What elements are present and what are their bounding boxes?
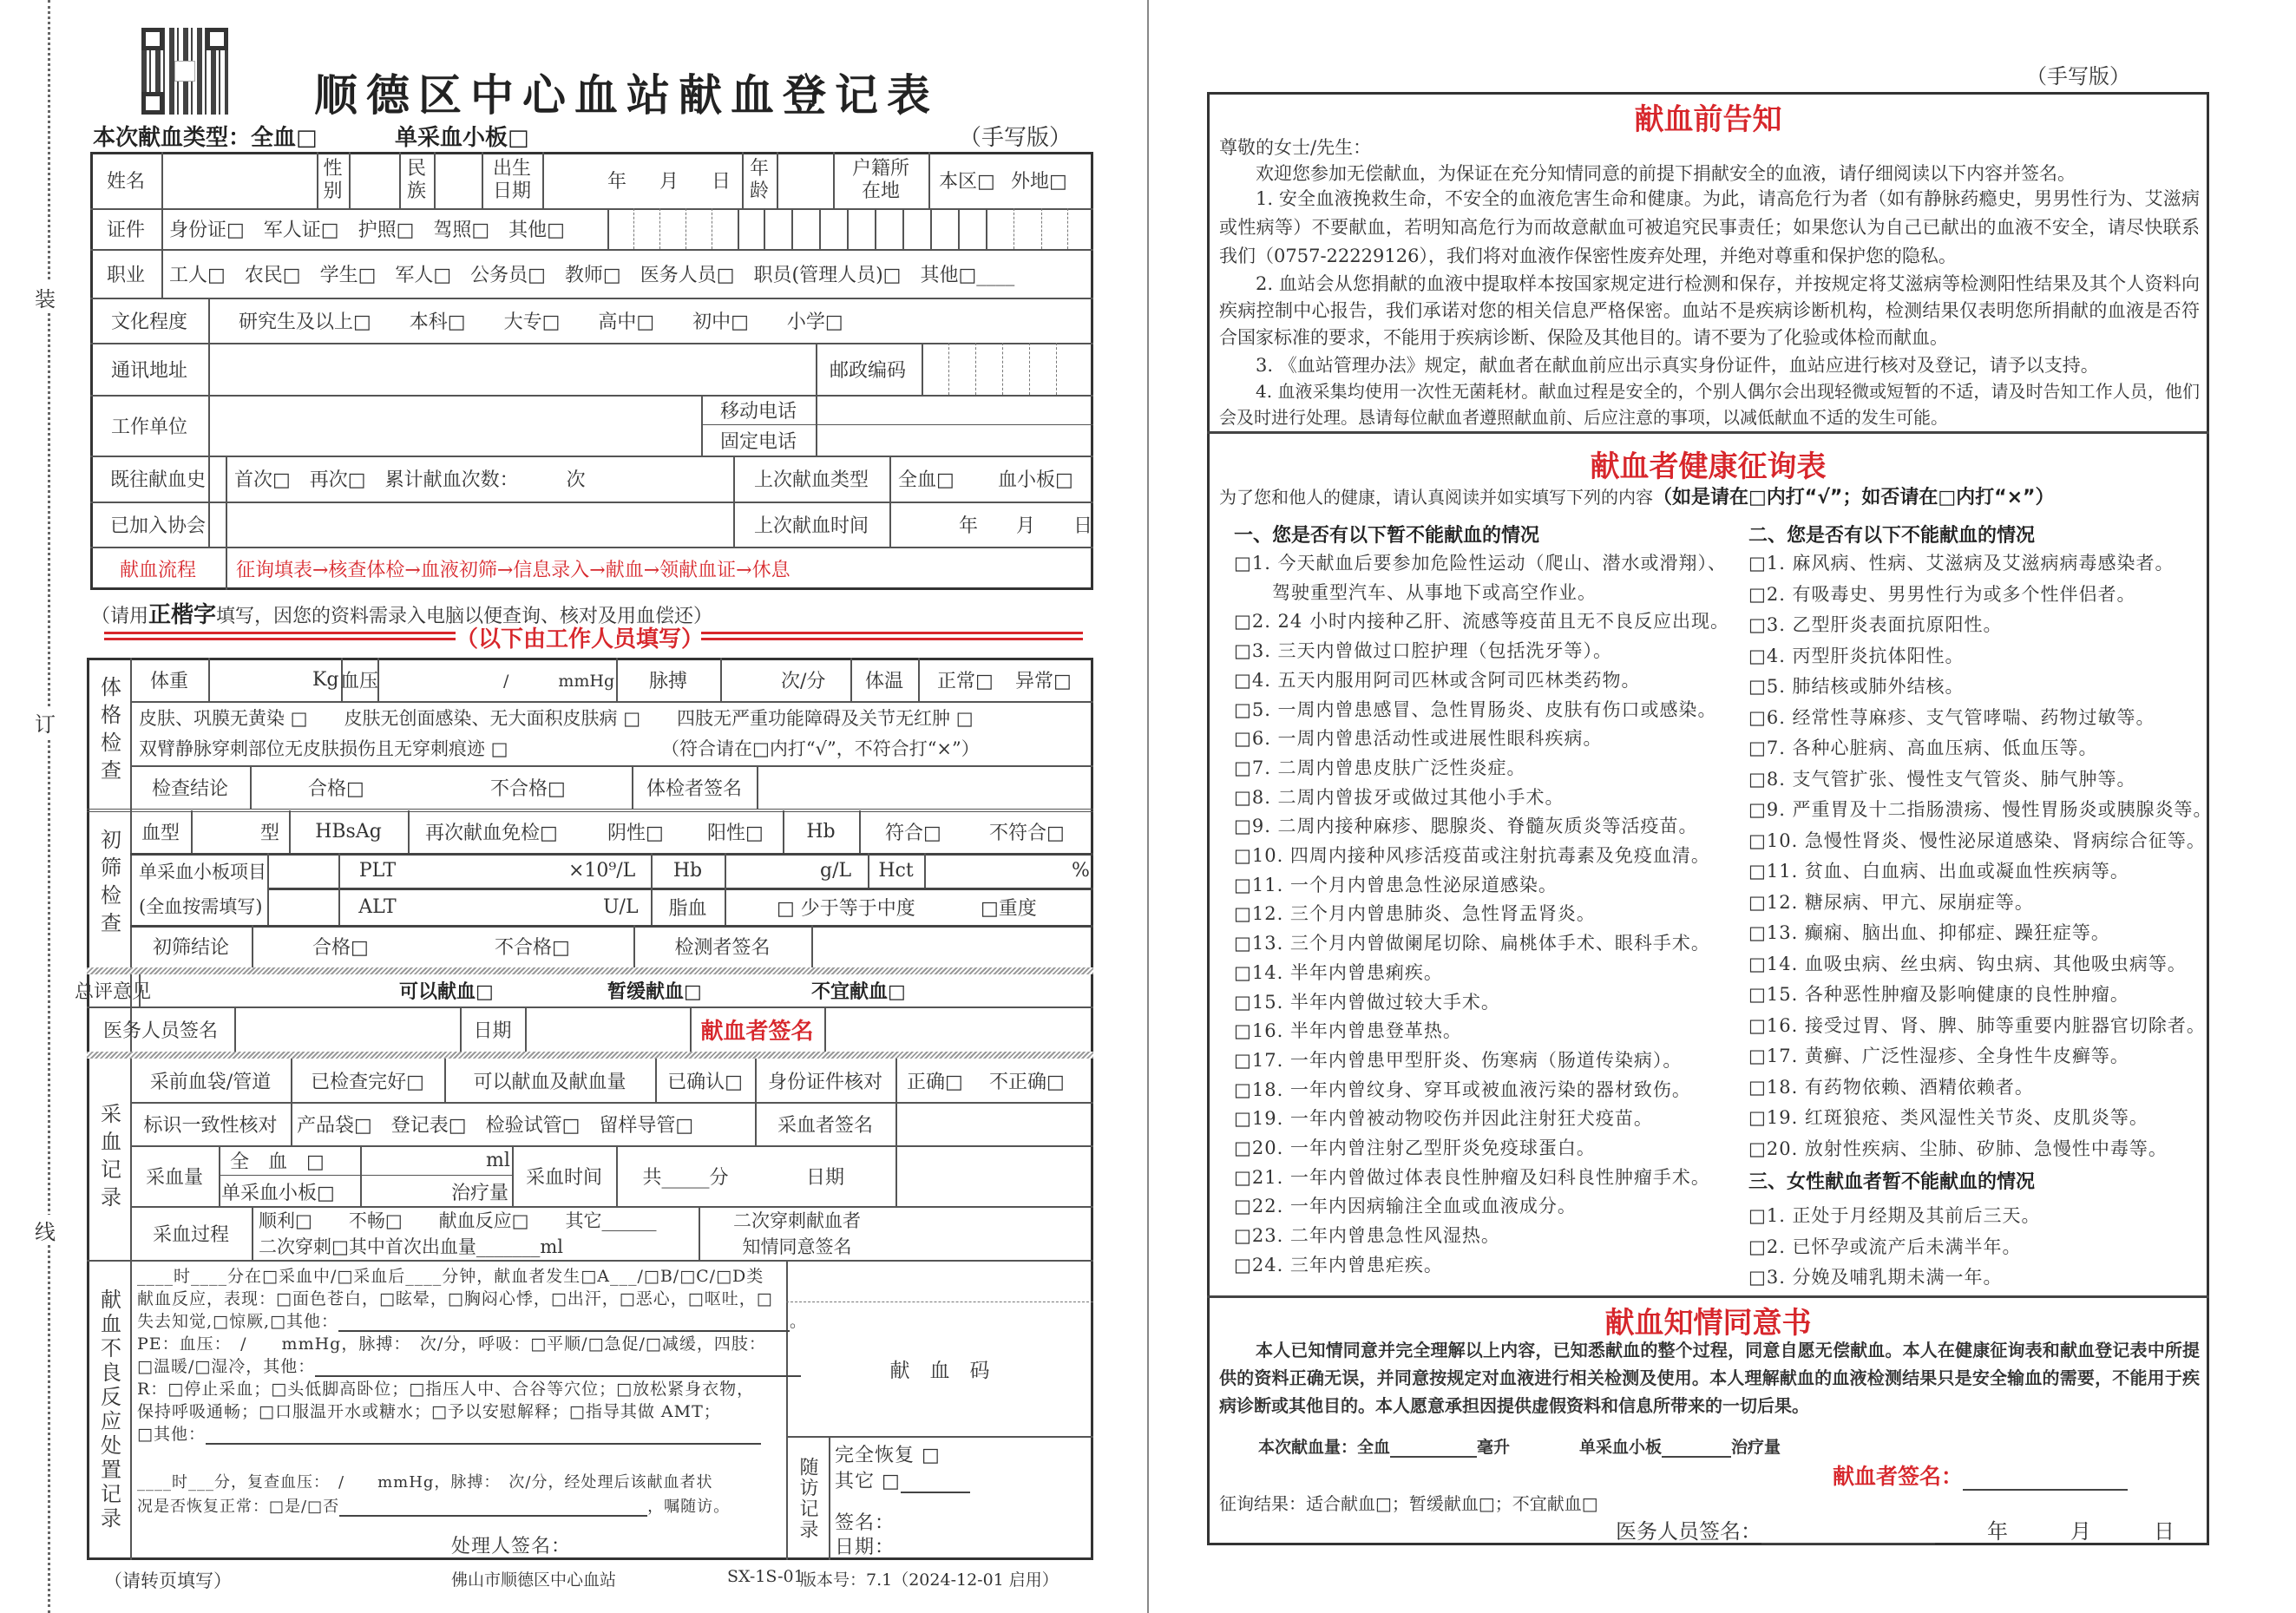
questionnaire-title: 献血者健康征询表 xyxy=(1590,449,1827,484)
hatch-divider xyxy=(87,967,1093,974)
form-title: 顺德区中心血站献血登记表 xyxy=(314,69,939,121)
label-name: 姓名 xyxy=(106,171,145,193)
checkbox-bag-checked[interactable]: 已检查完好□ xyxy=(311,1071,424,1093)
history-options[interactable]: 首次□ 再次□ 累计献血次数： 次 xyxy=(234,469,586,491)
consent-result[interactable]: 征询结果：适合献血□；暂缓献血□；不宜献血□ xyxy=(1219,1493,1598,1514)
questionnaire-item[interactable]: □8. 二周内曾拔牙或做过其他小手术。 xyxy=(1234,786,1565,808)
questionnaire-item[interactable]: □8. 支气管扩张、慢性支气管炎、肺气肿等。 xyxy=(1748,768,2136,790)
reaction-line[interactable]: 失去知觉,□惊厥,□其他： 。 xyxy=(137,1312,807,1331)
bp-unit[interactable]: / mmHg xyxy=(503,671,615,691)
label-id-verify: 身份证件核对 xyxy=(767,1071,882,1093)
label-education: 文化程度 xyxy=(110,311,187,333)
questionnaire-item[interactable]: □24. 三年内曾患疟疾。 xyxy=(1234,1254,1443,1275)
questionnaire-item[interactable]: □16. 接受过胃、肾、脾、肺等重要内脏器官切除者。 xyxy=(1748,1014,2206,1036)
checkbox-temp-normal[interactable]: 正常□ xyxy=(937,670,994,692)
label-hbsag: HBsAg xyxy=(315,821,382,843)
followup-date[interactable]: 日期： xyxy=(835,1537,895,1558)
notice-paragraph-2: 2. 血站会从您捐献的血液中提取样本按国家规定进行检测和保存，并按规定将艾滋病等检测阳性结果及其个人资料向疾病控制中心报告，我们承诺对您的相关信息严格保密。血站不是疾病诊断机构，检测结果仅表明您所捐献的血液是否符合国家标准的要求，不能用于疾病诊断、保险及其他目的。请不要为了化验或体检而献血。 xyxy=(1219,273,2200,348)
recheck-line-2[interactable]: 况是否恢复正常：□是/□否 ，嘱随访。 xyxy=(137,1498,731,1516)
questionnaire-item[interactable]: □5. 肺结核或肺外结核。 xyxy=(1748,676,1965,697)
physical-check-note: （符合请在□内打“√”，不符合打“×”） xyxy=(661,738,980,759)
questionnaire-intro: 为了您和他人的健康，请认真阅读并如实填写下列的内容（如是请在□内打“√”；如否请在□内打“×”） xyxy=(1219,487,2055,508)
questionnaire-item[interactable]: □14. 半年内曾患痢疾。 xyxy=(1234,961,1443,983)
physical-checks-2[interactable]: 双臂静脉穿刺部位无皮肤损伤且无穿刺痕迹 □ xyxy=(139,738,508,759)
questionnaire-item[interactable]: □4. 丙型肝炎抗体阳性。 xyxy=(1748,645,1965,666)
education-options[interactable]: 研究生及以上□ 本科□ 大专□ 高中□ 初中□ 小学□ xyxy=(239,311,843,333)
label-gender: 性别 xyxy=(323,157,343,202)
questionnaire-item[interactable]: □6. 经常性荨麻疹、支气管哮喘、药物过敏等。 xyxy=(1748,706,2155,728)
second-puncture[interactable]: 二次穿刺□其中首次出血量_______ml xyxy=(259,1236,563,1257)
consent-title: 献血知情同意书 xyxy=(1604,1306,1812,1341)
questionnaire-item[interactable]: □3. 三天内曾做过口腔护理（包括洗牙等）。 xyxy=(1234,640,1613,662)
label-tester-sign: 检测者签名 xyxy=(674,937,771,959)
label-hct: Hct xyxy=(878,859,914,882)
checkbox-exam-pass[interactable]: 合格□ xyxy=(308,777,364,800)
label-mobile: 移动电话 xyxy=(719,400,797,423)
volume-ml-unit[interactable]: ml xyxy=(486,1149,510,1171)
qr-code xyxy=(141,28,228,115)
alt-unit[interactable]: U/L xyxy=(603,895,639,918)
sign-date-input[interactable] xyxy=(527,1008,688,1050)
questionnaire-item[interactable]: □3. 乙型肝炎表面抗原阳性。 xyxy=(1748,614,2003,635)
questionnaire-item[interactable]: □10. 四周内接种风疹活疫苗或注射抗毒素及免疫血清。 xyxy=(1234,845,1710,866)
label-collect-time: 采血时间 xyxy=(525,1166,602,1189)
questionnaire-item[interactable]: □17. 黄癣、广泛性湿疹、全身性牛皮癣等。 xyxy=(1748,1046,2129,1066)
label-last-time: 上次献血时间 xyxy=(753,515,869,537)
checkbox-lipid-mild[interactable]: □ 少于等于中度 xyxy=(777,897,915,920)
questionnaire-item[interactable]: □6. 一周内曾患活动性或进展性眼科疾病。 xyxy=(1234,728,1603,750)
medical-sign-input[interactable] xyxy=(236,1008,458,1050)
plt-unit[interactable]: ×10⁹/L xyxy=(568,859,636,882)
weight-input[interactable] xyxy=(210,659,307,699)
questionnaire-item[interactable]: □1. 麻风病、性病、艾滋病及艾滋病病毒感染者。 xyxy=(1748,553,2175,574)
checkbox-negative[interactable]: 阴性□ xyxy=(607,823,664,844)
notice-paragraph-4: 4. 血液采集均使用一次性无菌耗材。献血过程是安全的，个别人偶尔会出现轻微或短暂的不适，请及时告知工作人员，他们会及时进行处理。恳请每位献血者遵照献血前、后应注意的事项，以减低献血不适的发生可能。 xyxy=(1219,381,2200,428)
questionnaire-item[interactable]: □21. 一年内曾做过体表良性肿瘤及妇科良性肿瘤手术。 xyxy=(1234,1166,1710,1188)
checkbox-volume-platelet[interactable]: 单采血小板□ xyxy=(221,1182,335,1204)
followup-sign[interactable]: 签名： xyxy=(835,1512,895,1534)
questionnaire-item[interactable]: □19. 一年内曾被动物咬伤并因此注射狂犬疫苗。 xyxy=(1234,1108,1653,1130)
questionnaire-item[interactable]: □18. 有药物依赖、酒精依赖者。 xyxy=(1748,1076,2034,1098)
donation-type-whole[interactable]: 本次献血类型：全血□ xyxy=(93,125,318,151)
label-second-consent-1: 二次穿刺献血者 xyxy=(733,1210,861,1231)
label-collect-date: 日期 xyxy=(805,1166,844,1189)
label-ethnic: 民族 xyxy=(406,157,426,202)
reaction-line[interactable]: PE：血压： / mmHg，脉搏： 次/分，呼吸：□平顺/□急促/□减缓，四肢： xyxy=(137,1334,766,1354)
reaction-line[interactable]: □其他： xyxy=(137,1421,761,1445)
donation-type-platelet[interactable]: 单采血小板□ xyxy=(395,125,529,151)
questionnaire-item[interactable]: □22. 一年内因病输注全血或血液成分。 xyxy=(1234,1196,1577,1217)
page-divider xyxy=(1147,0,1149,1613)
checkbox-cannot-donate[interactable]: 不宜献血□ xyxy=(811,981,906,1003)
label-donor-sign: 献血者签名 xyxy=(700,1018,814,1045)
questionnaire-item[interactable]: □2. 有吸毒史、男男性行为或多个性伴侣者。 xyxy=(1748,583,2136,605)
physical-checks-1[interactable]: 皮肤、巩膜无黄染 □ 皮肤无创面感染、无大面积皮肤病 □ 四肢无严重功能障碍及关节无红肿 □ xyxy=(139,708,974,729)
label-hb: Hb xyxy=(806,821,836,843)
association-input[interactable] xyxy=(227,503,731,545)
label-second-consent-2: 知情同意签名 xyxy=(742,1236,852,1257)
label-ident-check: 标识一致性核对 xyxy=(143,1114,278,1137)
questionnaire-item[interactable]: □14. 血吸虫病、丝虫病、钩虫病、其他吸虫病等。 xyxy=(1748,953,2187,974)
questionnaire-item[interactable]: □11. 一个月内曾患急性泌尿道感染。 xyxy=(1234,874,1558,895)
checkbox-id-incorrect[interactable]: 不正确□ xyxy=(989,1071,1065,1093)
checkbox-screen-pass[interactable]: 合格□ xyxy=(312,937,369,959)
checkbox-last-whole[interactable]: 全血□ xyxy=(898,469,954,491)
consent-staff-sign[interactable]: 医务人员签名： 年 月 日 xyxy=(1616,1519,2175,1544)
label-flow: 献血流程 xyxy=(119,559,196,581)
label-birth: 出生日期 xyxy=(492,157,531,202)
weight-unit: Kg xyxy=(312,668,339,691)
questionnaire-item[interactable]: □1. 正处于月经期及其前后三天。 xyxy=(1748,1205,2041,1226)
handler-sign[interactable]: 处理人签名： xyxy=(451,1536,572,1557)
label-volume: 采血量 xyxy=(145,1166,203,1189)
address-input[interactable] xyxy=(210,345,731,393)
checkbox-hb-nok[interactable]: 不符合□ xyxy=(989,823,1065,844)
gender-input[interactable] xyxy=(351,154,397,207)
birth-day-label: 日 xyxy=(712,171,731,193)
job-options[interactable]: 工人□ 农民□ 学生□ 军人□ 公务员□ 教师□ 医务人员□ 职员(管理人员)□ 其他□____ xyxy=(169,264,1015,286)
phone-input[interactable] xyxy=(817,426,1091,454)
divider-right xyxy=(701,632,1083,640)
consent-donor-sign[interactable]: 献血者签名： xyxy=(1833,1459,2128,1491)
last-time-ymd[interactable]: 年 月 日 xyxy=(959,515,1093,537)
label-hb2: Hb xyxy=(672,859,703,882)
binding-mark: 订 xyxy=(35,707,56,738)
questionnaire-item[interactable]: □7. 二周内曾患皮肤广泛性炎症。 xyxy=(1234,757,1526,778)
label-job: 职业 xyxy=(106,264,145,286)
process-options[interactable]: 顺利□ 不畅□ 献血反应□ 其它______ xyxy=(259,1210,657,1231)
hatch-divider xyxy=(87,1052,1093,1059)
right-edition-label: （手写版） xyxy=(2026,64,2130,89)
second-consent-sign-input[interactable] xyxy=(897,1208,1089,1258)
ethnic-input[interactable] xyxy=(436,154,480,207)
section-followup: 随访记录 xyxy=(797,1456,818,1540)
questionnaire-item[interactable]: □15. 各种恶性肿瘤及影响健康的良性肿瘤。 xyxy=(1748,984,2129,1005)
label-sign-date: 日期 xyxy=(473,1020,512,1042)
label-alt: ALT xyxy=(358,895,397,918)
divider-left xyxy=(104,632,456,640)
birth-year-label: 年 xyxy=(607,171,627,193)
label-workplace: 工作单位 xyxy=(110,416,187,438)
handwriting-note: （请用正楷字填写，因您的资料需录入电脑以便查询、核对及用血偿还） xyxy=(91,602,713,628)
notice-paragraph-1: 1. 安全血液挽救生命，不安全的血液危害生命和健康。为此，请高危行为者（如有静脉药瘾史，男男性行为、艾滋病或性病等）不要献血，若明知高危行为而故意献血可被追究民事责任；如果您认为自己已献出的血液不安全，请尽快联系我们（0757-22229126），我们将对血液作保密性废弃处理，并绝对尊重和保护您的隐私。 xyxy=(1219,188,2200,266)
recheck-line-1[interactable]: ____时___分，复查血压： / mmHg，脉搏： 次/分，经处理后该献血者状 xyxy=(137,1473,713,1492)
collect-date-input[interactable] xyxy=(897,1147,1089,1204)
questionnaire-item[interactable]: □15. 半年内曾做过较大手术。 xyxy=(1234,991,1500,1013)
label-address: 通讯地址 xyxy=(110,359,187,382)
section-1-title: 一、您是否有以下暂不能献血的情况 xyxy=(1234,525,1540,547)
reaction-line[interactable]: 保持呼吸通畅；□口服温开水或糖水；□予以安慰解释；□指导其做 AMT； xyxy=(137,1402,721,1421)
workplace-input[interactable] xyxy=(210,397,696,454)
questionnaire-item[interactable]: □4. 五天内服用阿司匹林或含阿司匹林类药物。 xyxy=(1234,669,1641,691)
checkbox-confirmed[interactable]: 已确认□ xyxy=(667,1071,743,1093)
pulse-unit[interactable]: 次/分 xyxy=(781,670,826,692)
label-overall: 总评意见 xyxy=(75,981,152,1003)
checkbox-followup-other[interactable]: 其它 □ xyxy=(835,1466,970,1493)
hb-unit[interactable]: g/L xyxy=(820,859,852,882)
flow-steps: 征询填表→核查体检→血液初筛→信息录入→献血→领献血证→休息 xyxy=(236,559,790,581)
consent-text: 本人已知情同意并完全理解以上内容，已知悉献血的整个过程，同意自愿无偿献血。本人在健康征询表和献血登记表中所提供的资料正确无误，并同意按规定对血液进行相关检测及使用。本人理解献血的血液检测结果只是安全输血的需要，不能用于疾病诊断或其他目的。本人愿意承担因提供虚假资料和信息所带来的一切后果。 xyxy=(1219,1340,2200,1416)
questionnaire-item[interactable]: □5. 一周内曾患感冒、急性胃肠炎、皮肤有伤口或感染。 xyxy=(1234,698,1717,720)
questionnaire-item[interactable]: □16. 半年内曾患登革热。 xyxy=(1234,1020,1462,1042)
examiner-sign-input[interactable] xyxy=(758,767,1088,807)
id-type-options[interactable]: 身份证□ 军人证□ 护照□ 驾照□ 其他□ xyxy=(169,220,565,241)
footer-code: SX-1S-01 xyxy=(727,1567,804,1586)
checkbox-defer-donate[interactable]: 暂缓献血□ xyxy=(607,981,702,1003)
label-can-volume: 可以献血及献血量 xyxy=(473,1071,626,1093)
label-household: 户籍所在地 xyxy=(851,157,909,202)
questionnaire-item[interactable]: □12. 三个月内曾患肺炎、急性肾盂肾炎。 xyxy=(1234,903,1596,925)
reaction-line[interactable]: ____时____分在□采血中/□采血后____分钟，献血者发生□A___/□B/□C/□D类 xyxy=(137,1267,764,1286)
binding-line xyxy=(48,0,50,1613)
label-platelet-items: 单采血小板项目 xyxy=(139,862,266,882)
mobile-input[interactable] xyxy=(817,396,1091,423)
questionnaire-item[interactable]: □20. 放射性疾病、尘肺、矽肺、急慢性中毒等。 xyxy=(1748,1138,2168,1159)
section-2-title: 二、您是否有以下不能献血的情况 xyxy=(1748,525,2036,547)
label-temp: 体温 xyxy=(864,670,903,692)
section-screening: 初筛检查 xyxy=(96,829,121,940)
questionnaire-item[interactable]: □13. 癫痫、脑出血、抑郁症、躁狂症等。 xyxy=(1748,922,2110,943)
questionnaire-item[interactable]: □11. 贫血、白血病、出血或凝血性疾病等。 xyxy=(1748,861,2129,882)
checkbox-recovered[interactable]: 完全恢复 □ xyxy=(835,1445,941,1466)
checkbox-screen-fail[interactable]: 不合格□ xyxy=(495,937,570,959)
edition-label: （手写版） xyxy=(959,125,1073,151)
label-platelet-note: (全血按需填写) xyxy=(139,896,263,917)
footer-org: 佛山市顺德区中心血站 xyxy=(451,1570,617,1590)
binding-mark: 装 xyxy=(35,282,56,312)
consent-volume[interactable]: 本次献血量：全血 毫升 单采血小板 治疗量 xyxy=(1258,1438,1781,1457)
collector-sign-input[interactable] xyxy=(897,1104,1089,1144)
section-3-title: 三、女性献血者暂不能献血的情况 xyxy=(1748,1171,2036,1193)
reaction-line[interactable]: □温暖/□湿冷，其他： xyxy=(137,1354,801,1377)
notice-greeting: 尊敬的女士/先生： xyxy=(1219,137,1372,158)
questionnaire-item[interactable]: □23. 二年内曾患急性风湿热。 xyxy=(1234,1225,1500,1247)
checkbox-can-donate[interactable]: 可以献血□ xyxy=(399,981,494,1003)
questionnaire-item[interactable]: □3. 分娩及哺乳期未满一年。 xyxy=(1748,1267,2003,1288)
ident-options[interactable]: 产品袋□ 登记表□ 检验试管□ 留样导管□ xyxy=(297,1114,694,1137)
label-screen-conclusion: 初筛结论 xyxy=(152,937,229,959)
checkbox-positive[interactable]: 阳性□ xyxy=(707,823,764,844)
blood-type-unit: 型 xyxy=(260,823,280,844)
label-association: 已加入协会 xyxy=(109,515,206,537)
checkbox-local[interactable]: 本区□ xyxy=(939,171,995,193)
name-input[interactable] xyxy=(163,154,315,207)
questionnaire-item[interactable]: □10. 急慢性肾炎、慢性泌尿道感染、肾病综合征等。 xyxy=(1748,829,2206,851)
label-bp: 血压 xyxy=(340,670,379,692)
checkbox-exam-fail[interactable]: 不合格□ xyxy=(490,777,566,800)
label-weight: 体重 xyxy=(149,670,188,692)
checkbox-repeat-exempt[interactable]: 再次献血免检□ xyxy=(425,823,558,844)
checkbox-last-platelet[interactable]: 血小板□ xyxy=(998,469,1073,491)
questionnaire-item[interactable]: □20. 一年内曾注射乙型肝炎免疫球蛋白。 xyxy=(1234,1138,1596,1158)
label-blood-type: 血型 xyxy=(141,823,180,844)
label-id: 证件 xyxy=(106,220,145,241)
tester-sign-input[interactable] xyxy=(813,927,1089,966)
label-examiner-sign: 体检者签名 xyxy=(646,777,742,800)
label-pulse: 脉搏 xyxy=(648,670,687,692)
hct-unit[interactable]: % xyxy=(1072,859,1090,882)
donation-code-label: 献 血 码 xyxy=(889,1360,990,1382)
label-medical-sign: 医务人员签名 xyxy=(102,1020,218,1042)
questionnaire-item[interactable]: □1. 今天献血后要参加危险性运动（爬山、潜水或滑翔）、 xyxy=(1234,553,1728,574)
checkbox-hb-ok[interactable]: 符合□ xyxy=(885,823,941,844)
label-process: 采血过程 xyxy=(152,1223,229,1246)
questionnaire-item[interactable]: □17. 一年内曾患甲型肝炎、伤寒病（肠道传染病）。 xyxy=(1234,1049,1683,1071)
checkbox-nonlocal[interactable]: 外地□ xyxy=(1011,171,1067,193)
questionnaire-item[interactable]: □2. 24 小时内接种乙肝、流感等疫苗且无不良反应出现。 xyxy=(1234,611,1729,633)
footer-turn-page: （请转页填写） xyxy=(104,1570,232,1591)
label-last-type: 上次献血类型 xyxy=(753,469,869,491)
section-collection: 采血记录 xyxy=(96,1103,121,1214)
questionnaire-item[interactable]: □9. 二周内接种麻疹、腮腺炎、脊髓灰质炎等活疫苗。 xyxy=(1234,816,1698,837)
questionnaire-item[interactable]: □2. 已怀孕或流产后未满半年。 xyxy=(1748,1236,2022,1257)
collect-minutes[interactable]: 共_____分 xyxy=(642,1166,729,1189)
questionnaire-item[interactable]: □19. 红斑狼疮、类风湿性关节炎、皮肌炎等。 xyxy=(1748,1107,2148,1128)
questionnaire-item[interactable]: □13. 三个月内曾做阑尾切除、扁桃体手术、眼科手术。 xyxy=(1234,933,1710,954)
checkbox-id-correct[interactable]: 正确□ xyxy=(907,1071,963,1093)
donor-sign-input[interactable] xyxy=(826,1008,1089,1050)
age-input[interactable] xyxy=(778,154,831,207)
label-exam-conclusion: 检查结论 xyxy=(151,777,228,800)
volume-dose-unit[interactable]: 治疗量 xyxy=(451,1182,509,1204)
questionnaire-item[interactable]: 驾驶重型汽车、从事地下或高空作业。 xyxy=(1234,581,1597,603)
checkbox-volume-whole[interactable]: 全 血 □ xyxy=(230,1151,325,1173)
label-history: 既往献血史 xyxy=(109,469,206,491)
checkbox-lipid-severe[interactable]: □重度 xyxy=(981,897,1037,920)
notice-intro: 欢迎您参加无偿献血，为保证在充分知情同意的前提下捐献安全的血液，请仔细阅读以下内容并签名。 xyxy=(1256,163,2076,184)
questionnaire-item[interactable]: □7. 各种心脏病、高血压病、低血压等。 xyxy=(1748,738,2098,758)
section-physical: 体格检查 xyxy=(96,676,121,787)
label-collector-sign: 采血者签名 xyxy=(777,1114,873,1137)
section-reaction: 献血不良反应处置记录 xyxy=(96,1288,121,1531)
label-lipid: 脂血 xyxy=(668,897,707,920)
label-bag-check: 采前血袋/管道 xyxy=(149,1071,272,1093)
notice-paragraph-3: 3. 《血站管理办法》规定，献血者在献血前应出示真实身份证件，血站应进行核对及登记，请予以支持。 xyxy=(1256,355,2099,376)
label-plt: PLT xyxy=(358,859,397,882)
reaction-line[interactable]: R：□停止采血；□头低脚高卧位；□指压人中、合谷等穴位；□放松紧身衣物， xyxy=(137,1380,755,1399)
questionnaire-item[interactable]: □12. 糖尿病、甲亢、尿崩症等。 xyxy=(1748,891,2034,913)
binding-mark: 线 xyxy=(35,1215,56,1245)
notice-title: 献血前告知 xyxy=(1634,102,1782,137)
footer-version: 版本号：7.1（2024-12-01 启用） xyxy=(800,1570,1059,1590)
reaction-line[interactable]: 献血反应，表现：□面色苍白，□眩晕，□胸闷心悸，□出汗，□恶心，□呕吐，□ xyxy=(137,1289,773,1308)
questionnaire-item[interactable]: □18. 一年内曾纹身、穿耳或被血液污染的器材致伤。 xyxy=(1234,1079,1691,1100)
staff-section-title: （以下由工作人员填写） xyxy=(456,626,705,652)
checkbox-temp-abnormal[interactable]: 异常□ xyxy=(1015,670,1072,692)
label-postcode: 邮政编码 xyxy=(829,359,906,382)
birth-month-label: 月 xyxy=(659,171,679,193)
questionnaire-item[interactable]: □9. 严重胃及十二指肠溃疡、慢性胃肠炎或胰腺炎等。 xyxy=(1748,799,2213,820)
label-age: 年龄 xyxy=(749,157,769,202)
label-phone: 固定电话 xyxy=(719,431,797,453)
